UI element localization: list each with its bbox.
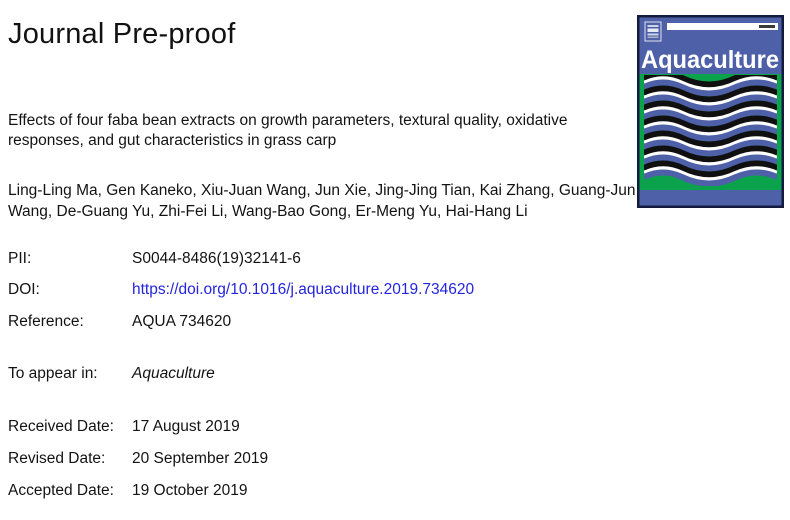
cover-wave-pattern xyxy=(644,75,777,184)
metadata-row-reference xyxy=(0,313,640,333)
cover-bottom-strip xyxy=(640,190,782,206)
field-label: To appear in: xyxy=(8,365,98,382)
metadata-row-accepted-date xyxy=(0,482,640,502)
field-label: Reference: xyxy=(8,313,84,330)
field-value: 20 September 2019 xyxy=(132,450,269,467)
author-list: Ling-Ling Ma, Gen Kaneko, Xiu-Juan Wang, Jun Xie, Jing-Jing Tian, Kai Zhang, Guang-Jun Wang, De-Guang Yu, Zhi-Fei Li, Wang-Bao Gong, Er-Meng Yu, Hai-Hang Li xyxy=(8,182,636,220)
doi-link[interactable]: https://doi.org/10.1016/j.aquaculture.2019.734620 xyxy=(132,281,475,298)
metadata-row-doi xyxy=(0,281,640,301)
metadata-row-pii xyxy=(0,250,640,270)
field-value: S0044-8486(19)32141-6 xyxy=(132,250,301,267)
metadata-row-revised-date xyxy=(0,450,640,470)
issn-strip xyxy=(667,23,778,30)
metadata-row-received-date xyxy=(0,418,640,438)
journal-name-value: Aquaculture xyxy=(132,365,215,382)
field-value: 17 August 2019 xyxy=(132,418,240,435)
page-title: Journal Pre-proof xyxy=(8,18,236,50)
field-label: Received Date: xyxy=(8,418,114,435)
field-value: 19 October 2019 xyxy=(132,482,248,499)
field-label: Revised Date: xyxy=(8,450,106,467)
field-label: PII: xyxy=(8,250,32,267)
metadata-row-to-appear-in xyxy=(0,365,640,385)
journal-name: Aquaculture xyxy=(641,46,780,74)
article-title: Effects of four faba bean extracts on growth parameters, textural quality, oxidative responses, and gut characteristics in grass carp xyxy=(8,112,568,149)
journal-cover xyxy=(637,15,784,208)
field-value: AQUA 734620 xyxy=(132,313,232,330)
field-label: DOI: xyxy=(8,281,40,298)
field-label: Accepted Date: xyxy=(8,482,114,499)
elsevier-logo-icon xyxy=(645,22,661,41)
